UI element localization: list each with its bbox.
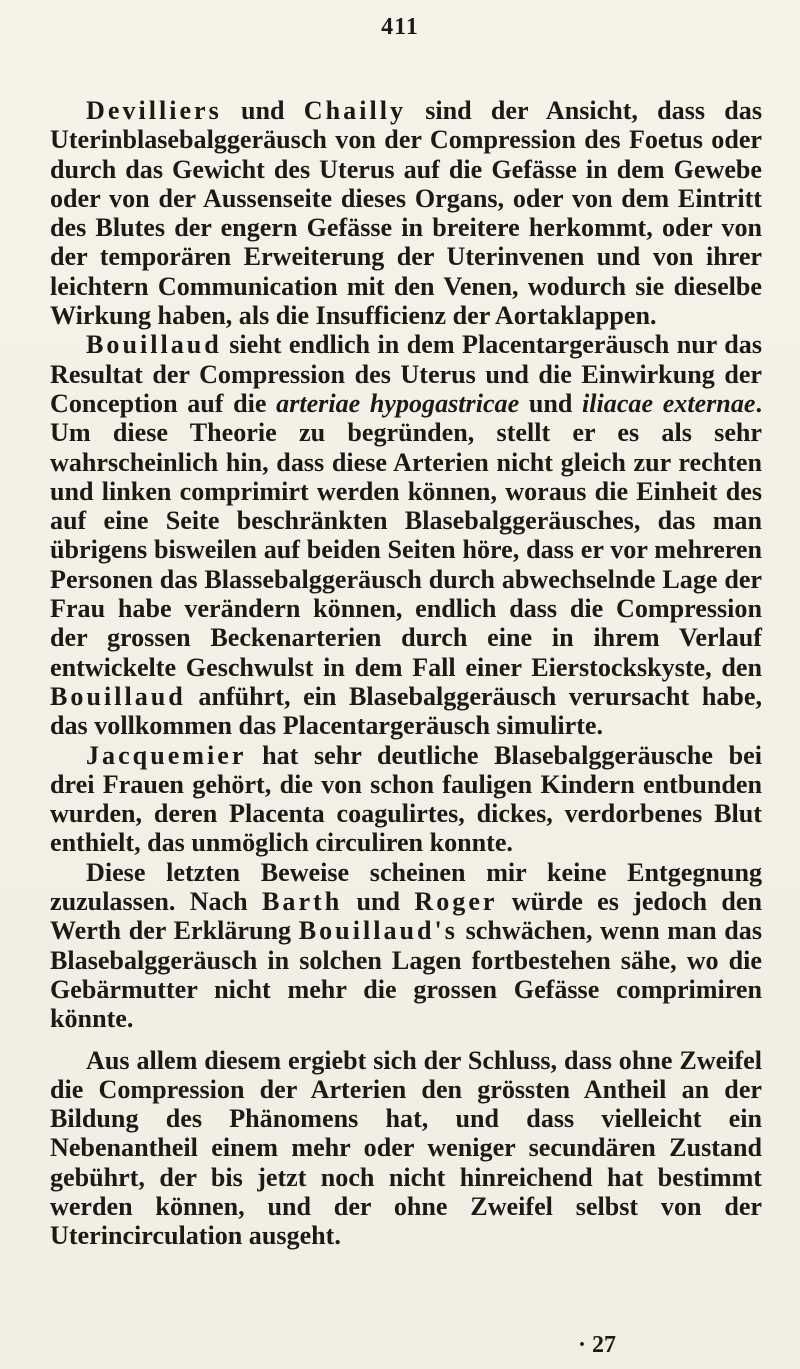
author-name: Barth xyxy=(262,887,343,917)
text-run: und xyxy=(221,96,304,125)
text-run: und xyxy=(342,887,415,917)
paragraph xyxy=(50,858,762,1034)
author-name: Devilliers xyxy=(86,96,222,125)
text-run: Diese letzten Beweise scheinen mir keine Entgegnung zuzulassen. Nach xyxy=(50,857,762,917)
signature-mark: · 27 xyxy=(577,1332,616,1358)
text-run: würde es jedoch den Werth der Erklärung xyxy=(50,887,762,946)
latin-term: iliacae externae xyxy=(582,388,756,418)
page-number: 411 xyxy=(381,14,419,40)
author-name: Jacquemier xyxy=(86,740,247,770)
paragraph xyxy=(50,741,762,858)
text-run: anführt, ein Blasebalggeräusch verursacht habe, das vollkommen das Placentargeräusch simulirte. xyxy=(50,681,762,741)
author-name: Bouillaud xyxy=(86,330,222,360)
author-name: Bouillaud's xyxy=(298,916,458,946)
paragraph xyxy=(50,330,762,740)
text-run: . Um diese Theorie zu begründen, stellt er es als sehr wahrscheinlich hin, dass diese Arterien nicht gleich zur rechten und linken comprimirt werden können, woraus die Einheit des auf eine Seite beschränkten Blasebalggeräusches, das man übrigens bisweilen auf beiden Seiten höre, dass er vor mehreren Personen das Blassebalggeräusch durch abwechselnde Lage der Frau habe verändern können, endlich dass die Compression der grossen Beckenarterien durch eine in ihrem Verlauf entwickelte Geschwulst in dem Fall einer Eierstockskyste, den xyxy=(50,388,762,682)
author-name: Roger xyxy=(414,887,498,917)
text-run: hat sehr deutliche Blasebalggeräusche bei drei Frauen gehört, die von schon fauligen Kindern entbunden wurden, deren Placenta coagulirtes, dickes, verdorbenes Blut enthielt, das unmöglich circuliren konnte. xyxy=(50,740,762,858)
text-run: sieht endlich in dem Placentargeräusch nur das Resultat der Compression des Uterus und die Einwirkung der Conception auf die xyxy=(50,330,762,418)
paragraph xyxy=(50,96,762,330)
text-run: Aus allem diesem ergiebt sich der Schluss, dass ohne Zweifel die Compression der Arterien den grössten Antheil an der Bildung des Phänomens hat, und dass vielleicht ein Nebenantheil einem mehr oder weniger secundären Zustand gebührt, der bis jetzt noch nicht hinreichend hat bestimmt werden können, und der ohne Zweifel selbst von der Uterincirculation ausgeht. xyxy=(50,1045,762,1251)
text-run: sind der Ansicht, dass das Uterinblasebalggeräusch von der Compression des Foetus oder durch das Gewicht des Uterus auf die Gefässe in dem Gewebe oder von der Aussenseite dieses Organs, oder von dem Eintritt des Blutes der engern Gefässe in breitere herkommt, oder von der temporären Erweiterung der Uterinvenen und von ihrer leichtern Communication mit den Venen, wodurch sie dieselbe Wirkung haben, als die Insufficienz der Aortaklappen. xyxy=(50,96,762,331)
body-text xyxy=(50,96,762,1251)
text-run: und xyxy=(519,388,583,418)
paragraph xyxy=(50,1046,762,1251)
author-name: Chailly xyxy=(303,96,406,125)
author-name: Bouillaud xyxy=(50,681,186,711)
latin-term: arteriae hypogastricae xyxy=(276,388,520,418)
text-run: schwächen, wenn man das Blasebalggeräusch in solchen Lagen fortbestehen sähe, wo die Gebärmutter nicht mehr die grossen Gefässe comprimiren könnte. xyxy=(50,916,762,1034)
